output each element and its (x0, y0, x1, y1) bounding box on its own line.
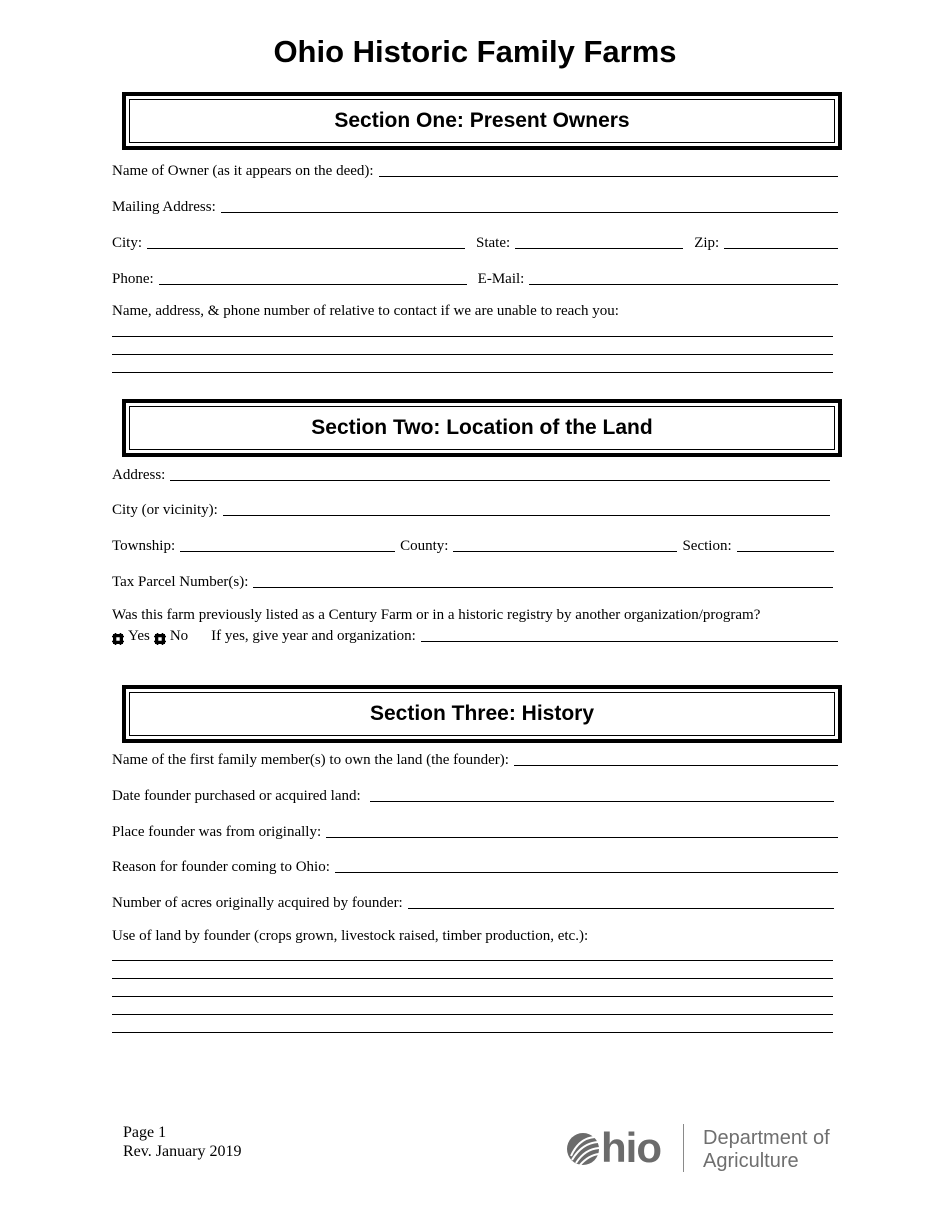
relative-contact-line[interactable] (112, 354, 833, 355)
reason-field[interactable] (335, 871, 838, 873)
ohio-department-of-agriculture-logo (565, 1124, 837, 1174)
yes-checkbox[interactable] (112, 633, 124, 645)
email-field[interactable] (529, 283, 838, 285)
no-label: No (169, 628, 189, 644)
date-acquired-row (112, 783, 834, 805)
land-address-row (112, 462, 830, 484)
land-use-line[interactable] (112, 960, 833, 961)
land-use-label: Use of land by founder (crops grown, livestock raised, timber production, etc.): (112, 928, 589, 944)
founder-name-field[interactable] (514, 764, 838, 766)
phone-email-row (112, 266, 838, 288)
acres-label: Number of acres originally acquired by founder: (112, 895, 403, 911)
department-line-2: Agriculture (703, 1150, 799, 1172)
department-name (703, 1127, 830, 1173)
page-number: Page 1 (123, 1124, 167, 1141)
phone-label: Phone: (112, 271, 154, 287)
date-acquired-field[interactable] (370, 800, 834, 802)
year-org-label: If yes, give year and organization: (211, 628, 416, 644)
land-use-line[interactable] (112, 978, 833, 979)
section-three-heading: Section Three: History (129, 692, 835, 736)
zip-label: Zip: (694, 235, 720, 251)
section-one-heading: Section One: Present Owners (129, 99, 835, 143)
founder-name-label: Name of the first family member(s) to own the land (the founder): (112, 752, 509, 768)
section-two-header (122, 399, 842, 457)
department-line-1: Department of (703, 1127, 830, 1149)
township-county-section-row (112, 533, 834, 555)
previous-listing-question: Was this farm previously listed as a Century Farm or in a historic registry by another organization/program? (112, 607, 761, 623)
city-vicinity-field[interactable] (223, 514, 830, 516)
land-use-line[interactable] (112, 996, 833, 997)
mailing-address-row (112, 194, 838, 216)
origin-field[interactable] (326, 836, 838, 838)
date-acquired-label: Date founder purchased or acquired land: (112, 788, 361, 804)
ohio-logo-icon (565, 1126, 601, 1170)
city-label: City: (112, 235, 143, 251)
section-one-header (122, 92, 842, 150)
township-label: Township: (112, 538, 176, 554)
no-checkbox[interactable] (154, 633, 166, 645)
owner-name-field[interactable] (379, 175, 838, 177)
reason-row (112, 854, 838, 876)
relative-contact-label: Name, address, & phone number of relative to contact if we are unable to reach you: (112, 303, 619, 319)
county-field[interactable] (453, 550, 677, 552)
checkbox-icon (154, 633, 166, 645)
land-use-line[interactable] (112, 1014, 833, 1015)
phone-field[interactable] (159, 283, 467, 285)
land-use-line[interactable] (112, 1032, 833, 1033)
ohio-wordmark: hio (565, 1126, 661, 1170)
page-title: Ohio Historic Family Farms (273, 34, 677, 69)
section-two-heading: Section Two: Location of the Land (129, 406, 835, 450)
founder-name-row (112, 747, 838, 769)
revision-date: Rev. January 2019 (123, 1143, 242, 1160)
relative-contact-line[interactable] (112, 372, 833, 373)
city-vicinity-label: City (or vicinity): (112, 502, 218, 518)
tax-parcel-row (112, 569, 833, 591)
previous-listing-answer-row (112, 623, 838, 645)
land-address-label: Address: (112, 467, 166, 483)
acres-field[interactable] (408, 907, 834, 909)
state-label: State: (476, 235, 511, 251)
ohio-wordmark-text (565, 1126, 566, 1170)
mailing-address-field[interactable] (221, 211, 838, 213)
state-field[interactable] (515, 247, 683, 249)
township-field[interactable] (180, 550, 395, 552)
reason-label: Reason for founder coming to Ohio: (112, 859, 330, 875)
zip-field[interactable] (724, 247, 838, 249)
city-field[interactable] (147, 247, 465, 249)
checkbox-icon (112, 633, 124, 645)
origin-row (112, 819, 838, 841)
city-state-zip-row (112, 230, 838, 252)
section-label: Section: (682, 538, 732, 554)
county-label: County: (400, 538, 449, 554)
tax-parcel-label: Tax Parcel Number(s): (112, 574, 249, 590)
mailing-address-label: Mailing Address: (112, 199, 216, 215)
owner-name-row (112, 158, 838, 180)
city-vicinity-row (112, 497, 830, 519)
land-address-field[interactable] (170, 479, 830, 481)
acres-row (112, 890, 834, 912)
origin-label: Place founder was from originally: (112, 824, 322, 840)
section-three-header (122, 685, 842, 743)
section-field[interactable] (737, 550, 834, 552)
year-org-field[interactable] (421, 640, 838, 642)
logo-divider (683, 1124, 684, 1172)
yes-label: Yes (128, 628, 150, 644)
tax-parcel-field[interactable] (253, 586, 833, 588)
email-label: E-Mail: (477, 271, 525, 287)
owner-name-label: Name of Owner (as it appears on the deed): (112, 163, 374, 179)
relative-contact-line[interactable] (112, 336, 833, 337)
